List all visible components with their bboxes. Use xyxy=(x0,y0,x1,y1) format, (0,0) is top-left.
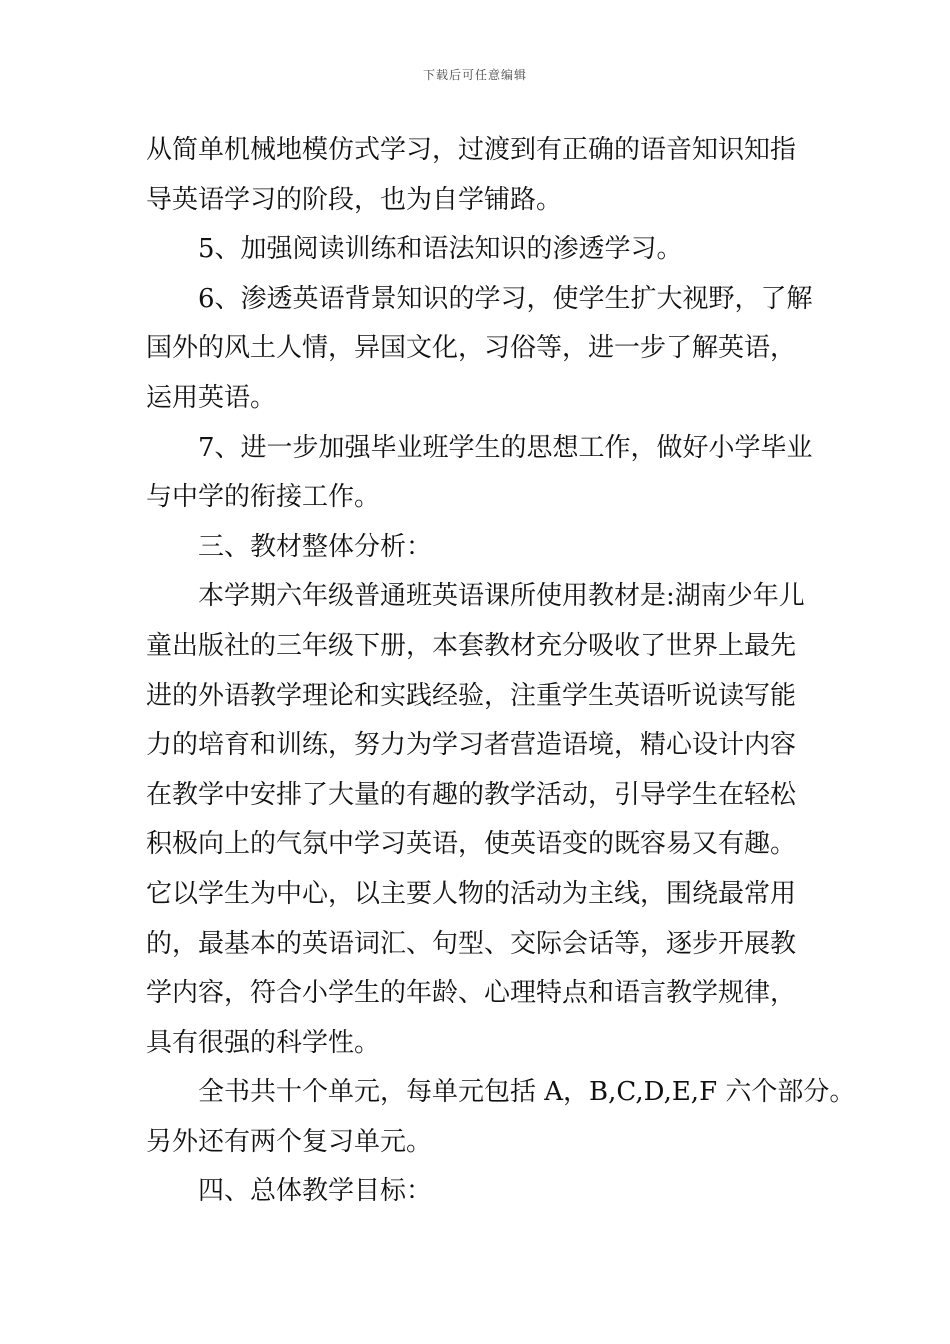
text-line: 5、加强阅读训练和语法知识的渗透学习。 xyxy=(198,234,683,265)
text-line: 国外的风土人情，异国文化，习俗等，进一步了解英语， xyxy=(146,333,797,364)
paragraph xyxy=(146,1167,818,1217)
text-line: 运用英语。 xyxy=(146,382,277,413)
text-line: 童出版社的三年级下册，本套教材充分吸收了世界上最先 xyxy=(146,630,797,661)
text-line: 7、进一步加强毕业班学生的思想工作，做好小学毕业 xyxy=(198,432,813,463)
paragraph xyxy=(146,572,818,1068)
text-line: 从简单机械地模仿式学习，过渡到有正确的语音知识知指 xyxy=(146,135,797,165)
paragraph xyxy=(146,1068,856,1167)
paragraph xyxy=(146,126,818,225)
text-line: 具有很强的科学性。 xyxy=(146,1027,381,1058)
text-line: 在教学中安排了大量的有趣的教学活动，引导学生在轻松 xyxy=(146,779,797,810)
text-line: 导英语学习的阶段，也为自学铺路。 xyxy=(146,184,563,215)
paragraph xyxy=(146,275,818,424)
text-line: 学内容，符合小学生的年龄、心理特点和语言教学规律， xyxy=(146,978,797,1009)
text-line: 与中学的衔接工作。 xyxy=(146,482,381,513)
text-line: 的，最基本的英语词汇、句型、交际会话等，逐步开展教 xyxy=(146,928,797,959)
text-line: 积极向上的气氛中学习英语，使英语变的既容易又有趣。 xyxy=(146,829,797,860)
text-line: 本学期六年级普通班英语课所使用教材是:湖南少年儿 xyxy=(198,581,805,612)
paragraph xyxy=(146,424,818,523)
text-line: 进的外语教学理论和实践经验，注重学生英语听说读写能 xyxy=(146,680,797,711)
text-line: 力的培育和训练，努力为学习者营造语境，精心设计内容 xyxy=(146,730,797,761)
text-line: 三、教材整体分析： xyxy=(198,531,433,562)
text-line: 全书共十个单元，每单元包括 A，B,C,D,E,F 六个部分。 xyxy=(198,1077,856,1108)
text-line: 另外还有两个复习单元。 xyxy=(146,1126,433,1157)
text-line: 它以学生为中心，以主要人物的活动为主线，围绕最常用 xyxy=(146,878,797,909)
text-line: 四、总体教学目标： xyxy=(198,1176,433,1207)
text-line: 6、渗透英语背景知识的学习，使学生扩大视野，了解 xyxy=(198,283,813,314)
page-header-note: 下载后可任意编辑 xyxy=(422,68,527,82)
document-body xyxy=(146,126,856,1217)
paragraph xyxy=(146,225,818,275)
paragraph xyxy=(146,523,818,573)
